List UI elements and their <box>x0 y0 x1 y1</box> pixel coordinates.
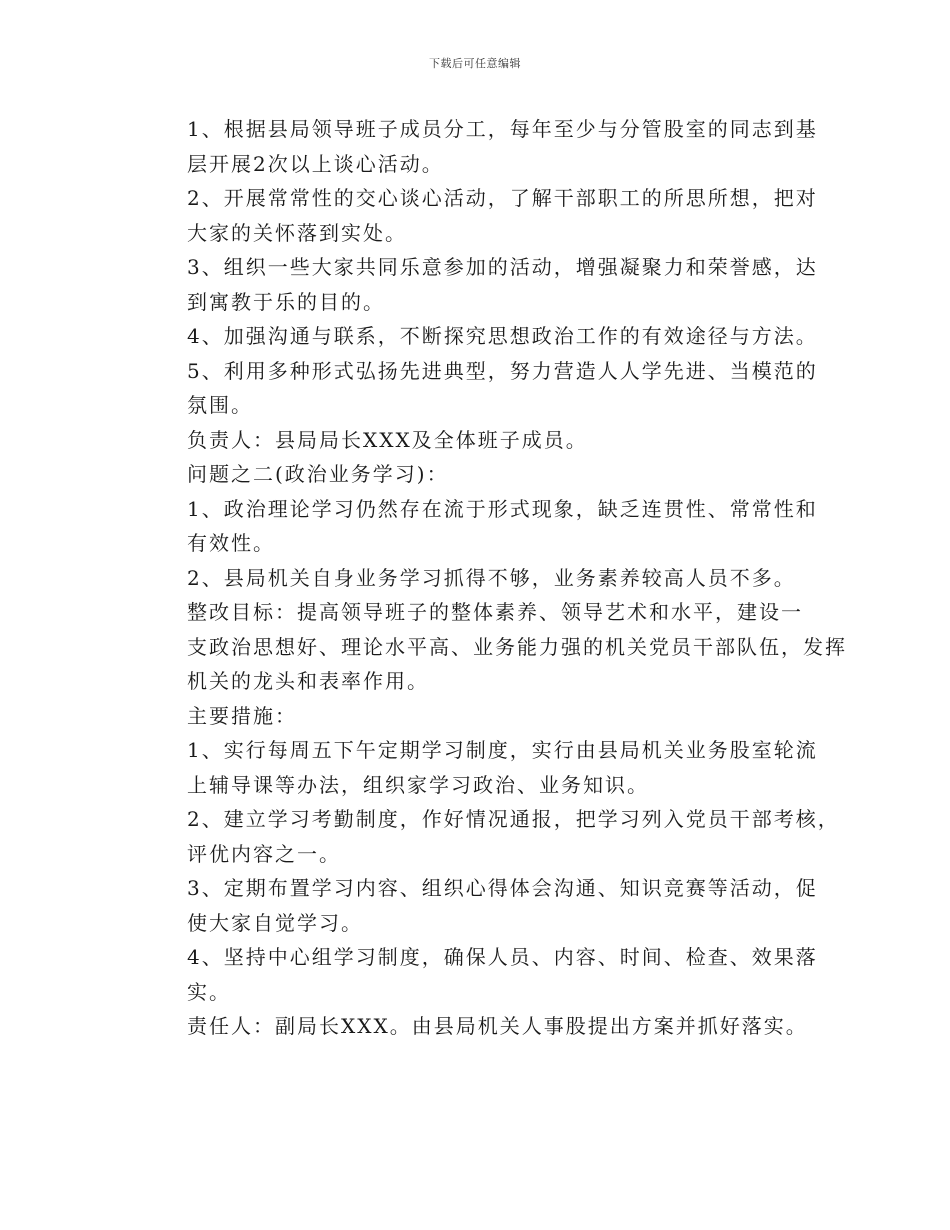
text-line: 2、县局机关自身业务学习抓得不够，业务素养较高人员不多。 <box>187 565 796 590</box>
text-line: 责任人：副局长XXX。由县局机关人事股提出方案并抓好落实。 <box>187 1014 808 1038</box>
paragraph <box>141 181 818 250</box>
text-line: 使大家自觉学习。 <box>187 910 363 935</box>
text-line: 评优内容之一。 <box>187 841 341 866</box>
text-line: 4、加强沟通与联系，不断探究思想政治工作的有效途径与方法。 <box>187 324 818 348</box>
paragraph <box>141 561 811 596</box>
page-header: 下载后可任意编辑 <box>429 57 521 70</box>
text-line: 3、组织一些大家共同乐意参加的活动，增强凝聚力和荣誉感，达 <box>187 255 818 279</box>
text-line: 2、开展常常性的交心谈心活动，了解干部职工的所思所想，把对 <box>187 186 818 210</box>
text-line: 大家的关怀落到实处。 <box>187 220 407 245</box>
paragraph <box>141 319 818 354</box>
text-line: 氛围。 <box>187 393 253 417</box>
text-line: 负责人：县局局长XXX及全体班子成员。 <box>187 427 588 452</box>
text-line: 问题之二(政治业务学习)： <box>187 462 449 486</box>
paragraph <box>141 733 818 802</box>
text-line: 1、根据县局领导班子成员分工，每年至少与分管股室的同志到基 <box>187 117 818 141</box>
text-line: 机关的龙头和表率作用。 <box>187 669 429 693</box>
document-body <box>141 112 847 1044</box>
paragraph <box>141 940 818 1009</box>
text-line: 有效性。 <box>187 531 275 555</box>
text-line: 3、定期布置学习内容、组织心得体会沟通、知识竞赛等活动，促 <box>187 876 818 900</box>
text-line: 5、利用多种形式弘扬先进典型，努力营造人人学先进、当模范的 <box>187 358 818 383</box>
paragraph <box>141 871 818 940</box>
paragraph <box>141 492 818 561</box>
paragraph <box>141 423 811 458</box>
text-line: 整改目标：提高领导班子的整体素养、领导艺术和水平，建设一 <box>187 600 803 624</box>
text-line: 1、政治理论学习仍然存在流于形式现象，缺乏连贯性、常常性和 <box>187 496 818 521</box>
paragraph <box>141 802 840 871</box>
text-line: 1、实行每周五下午定期学习制度，实行由县局机关业务股室轮流 <box>187 738 818 762</box>
paragraph <box>141 112 818 181</box>
paragraph <box>141 354 818 423</box>
text-line: 4、坚持中心组学习制度，确保人员、内容、时间、检查、效果落 <box>187 945 818 969</box>
text-line: 主要措施： <box>187 703 297 728</box>
text-line: 支政治思想好、理论水平高、业务能力强的机关党员干部队伍，发挥 <box>187 634 847 659</box>
text-line: 到寓教于乐的目的。 <box>187 289 385 314</box>
paragraph <box>141 457 811 492</box>
paragraph <box>141 250 818 319</box>
paragraph <box>141 595 847 699</box>
text-line: 上辅导课等办法，组织家学习政治、业务知识。 <box>187 772 649 797</box>
text-line: 实。 <box>187 979 231 1004</box>
paragraph <box>141 699 811 734</box>
text-line: 2、建立学习考勤制度，作好情况通报，把学习列入党员干部考核， <box>187 807 840 831</box>
text-line: 层开展2次以上谈心活动。 <box>187 151 444 176</box>
paragraph <box>141 1009 811 1044</box>
